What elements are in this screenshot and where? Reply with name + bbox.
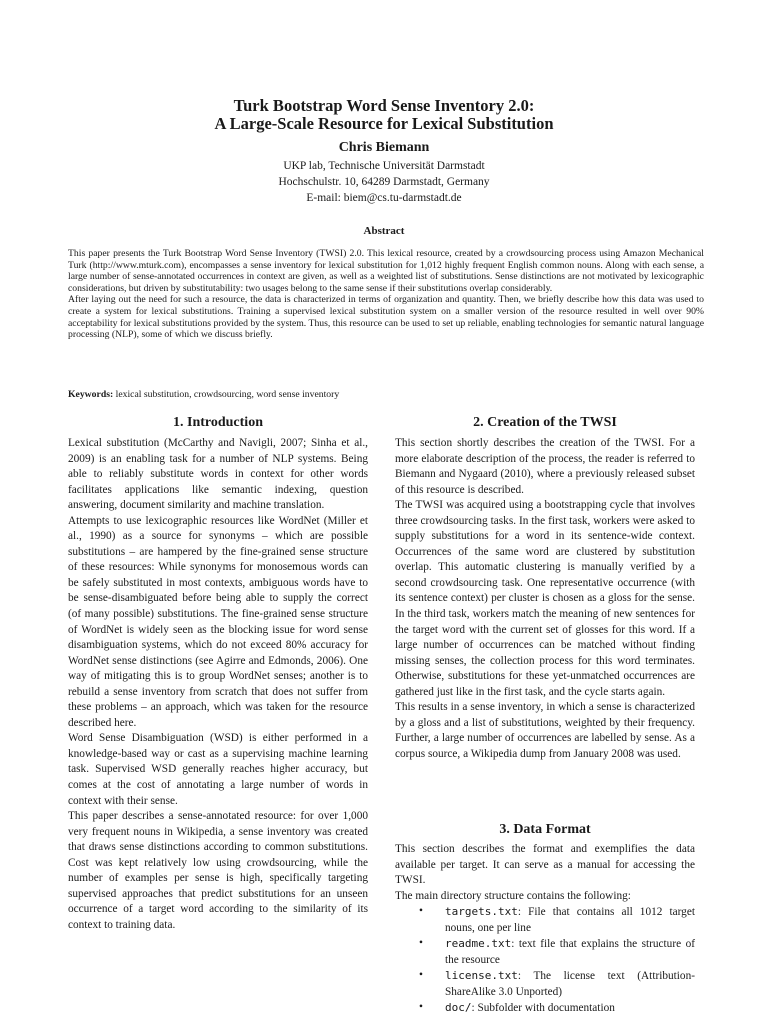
list-item xyxy=(395,904,695,936)
abstract-paragraph-1: This paper presents the Turk Bootstrap Word Sense Inventory (TWSI) 2.0. This lexical resource, created by a crowdsourcing process using Amazon Mechanical Turk (http://www.mturk.com), encompasses a sense inventory for lexical substitution for 1,012 highly frequent English common nouns. Along with each sense, a large number of sense-annotated occurrences in context are given, as well as a weighted list of substitutions. Sense distinctions are not motivated by lexicographic considerations, but driven by substitutability: two usages belong to the same sense if their substitutions overlap considerably. xyxy=(68,248,704,294)
title-line-2: A Large-Scale Resource for Lexical Substitution xyxy=(214,114,554,133)
keywords-label: Keywords: xyxy=(68,389,114,400)
file-description: : The license text (Attribution-ShareAlike 3.0 Unported) xyxy=(445,970,695,998)
creation-paragraph-1: This section shortly describes the creation of the TWSI. For a more elaborate description of the process, the reader is referred to Biemann and Nygaard (2010), where a previously released subset of this resource is described. xyxy=(395,437,695,496)
list-item xyxy=(395,1000,695,1017)
bullet-icon: • xyxy=(419,1001,423,1014)
format-paragraph-1: This section describes the format and exemplifies the data available per target. It can serve as a manual for accessing the TWSI. xyxy=(395,843,695,887)
creation-paragraph-3: This results in a sense inventory, in which a sense is characterized by a gloss and a list of substitutions, weighted by their frequency. Further, a large number of occurrences are labelled by sense. As a corpus source, a Wikipedia dump from January 2008 was used. xyxy=(395,701,695,760)
bullet-icon: • xyxy=(419,937,423,950)
author-name: Chris Biemann xyxy=(338,140,430,155)
introduction-body xyxy=(68,436,368,934)
keywords-line xyxy=(68,389,704,401)
section-heading-data-format: 3. Data Format xyxy=(499,822,591,837)
file-name: doc/ xyxy=(445,1001,472,1015)
email: E-mail: biem@cs.tu-darmstadt.de xyxy=(306,192,462,204)
directory-list xyxy=(395,904,695,1017)
list-item xyxy=(395,968,695,1000)
section-heading-introduction: 1. Introduction xyxy=(173,415,263,430)
abstract-body xyxy=(68,248,704,341)
intro-paragraph-2: Attempts to use lexicographic resources like WordNet (Miller et al., 1990) as a source for synonyms – which are possible substitutions – are hampered by the fine-grained sense structure of these resources: While synonyms for monosemous words can be safely substituted in most contexts, ambiguous words have to be sense-disambiguated before being able to supply the correct (of many possible) substitutions. The fine-grained sense structure of WordNet is widely seen as the blocking issue for word sense disambiguation systems, which do not exceed 80% accuracy for WordNet sense distinctions (see Agirre and Edmonds, 2006). One way of mitigating this is to group WordNet senses; another is to rebuild a sense inventory from scratch that does not suffer from these problems – an approach, which was taken for the resource described here. xyxy=(68,514,368,729)
section-heading-creation: 2. Creation of the TWSI xyxy=(473,415,617,430)
paper-title xyxy=(0,97,768,133)
abstract-heading: Abstract xyxy=(363,225,405,237)
file-name: targets.txt xyxy=(445,905,518,919)
file-name: readme.txt xyxy=(445,937,512,951)
intro-paragraph-3: Word Sense Disambiguation (WSD) is either performed in a knowledge-based way or cast as a supervising machine learning task. Supervised WSD generally reaches higher accuracy, but comes at the cost of annotating a large number of words in context with their sense. xyxy=(68,732,368,807)
file-description: : text file that explains the structure of the resource xyxy=(445,938,695,966)
abstract-paragraph-2: After laying out the need for such a resource, the data is characterized in terms of organization and quantity. Then, we briefly describe how this data was used to create a system for lexical substitutions. Training a supervised lexical substitution system on a smaller version of the resource resulted in well over 90% acceptability for lexical substitutions provided by the system. Thus, this resource can be used to set up reliable, enabling technologies for semantic natural language processing (NLP), some of which we discuss briefly. xyxy=(68,294,704,341)
keywords-text: lexical substitution, crowdsourcing, word sense inventory xyxy=(113,389,340,400)
file-description: : File that contains all 1012 target nouns, one per line xyxy=(445,906,695,934)
intro-paragraph-4: This paper describes a sense-annotated resource: for over 1,000 very frequent nouns in Wikipedia, a sense inventory was created that draws sense distinctions according to common substitutions. Cost was kept relatively low using crowdsourcing, while the number of examples per sense is high, specifically targeting supervised approaches that predict substitutions for an unseen occurrence of a target word according to the similarity of its context to training data. xyxy=(68,810,368,931)
creation-body xyxy=(395,436,695,762)
affiliation: UKP lab, Technische Universität Darmstadt xyxy=(283,160,485,172)
data-format-body xyxy=(395,842,695,1017)
address: Hochschulstr. 10, 64289 Darmstadt, Germany xyxy=(278,176,490,188)
author-affiliation-block xyxy=(0,158,768,206)
file-name: license.txt xyxy=(445,969,518,983)
intro-paragraph-1: Lexical substitution (McCarthy and Navigli, 2007; Sinha et al., 2009) is an enabling task for a number of NLP systems. Being able to reliably substitute words in context for other words facilitates applications like semantic indexing, question answering, document similarity and machine translation. xyxy=(68,437,368,512)
title-line-1: Turk Bootstrap Word Sense Inventory 2.0: xyxy=(233,96,535,115)
creation-paragraph-2: The TWSI was acquired using a bootstrapping cycle that involves three crowdsourcing tasks. In the first task, workers were asked to supply substitutions for a word in its sentence-wide context. Occurrences of the same word are clustered by substitution overlap. This automatic clustering is manually verified by a second crowdsourcing task. One representative occurrence (with its sentence context) per cluster is chosen as a gloss for the sense. In the third task, workers match the meaning of new sentences for the target word with the current set of glosses for this word. If a large number of occurrences can be matched without finding missing senses, the collection process for this word terminates. Otherwise, substitutions for these yet-unmatched occurrences are gathered just like in the first task, and the cycle starts again. xyxy=(395,499,695,698)
bullet-icon: • xyxy=(419,905,423,918)
file-description: : Subfolder with documentation xyxy=(471,1002,615,1015)
list-item xyxy=(395,936,695,968)
format-paragraph-2: The main directory structure contains the following: xyxy=(395,889,631,902)
bullet-icon: • xyxy=(419,969,423,982)
